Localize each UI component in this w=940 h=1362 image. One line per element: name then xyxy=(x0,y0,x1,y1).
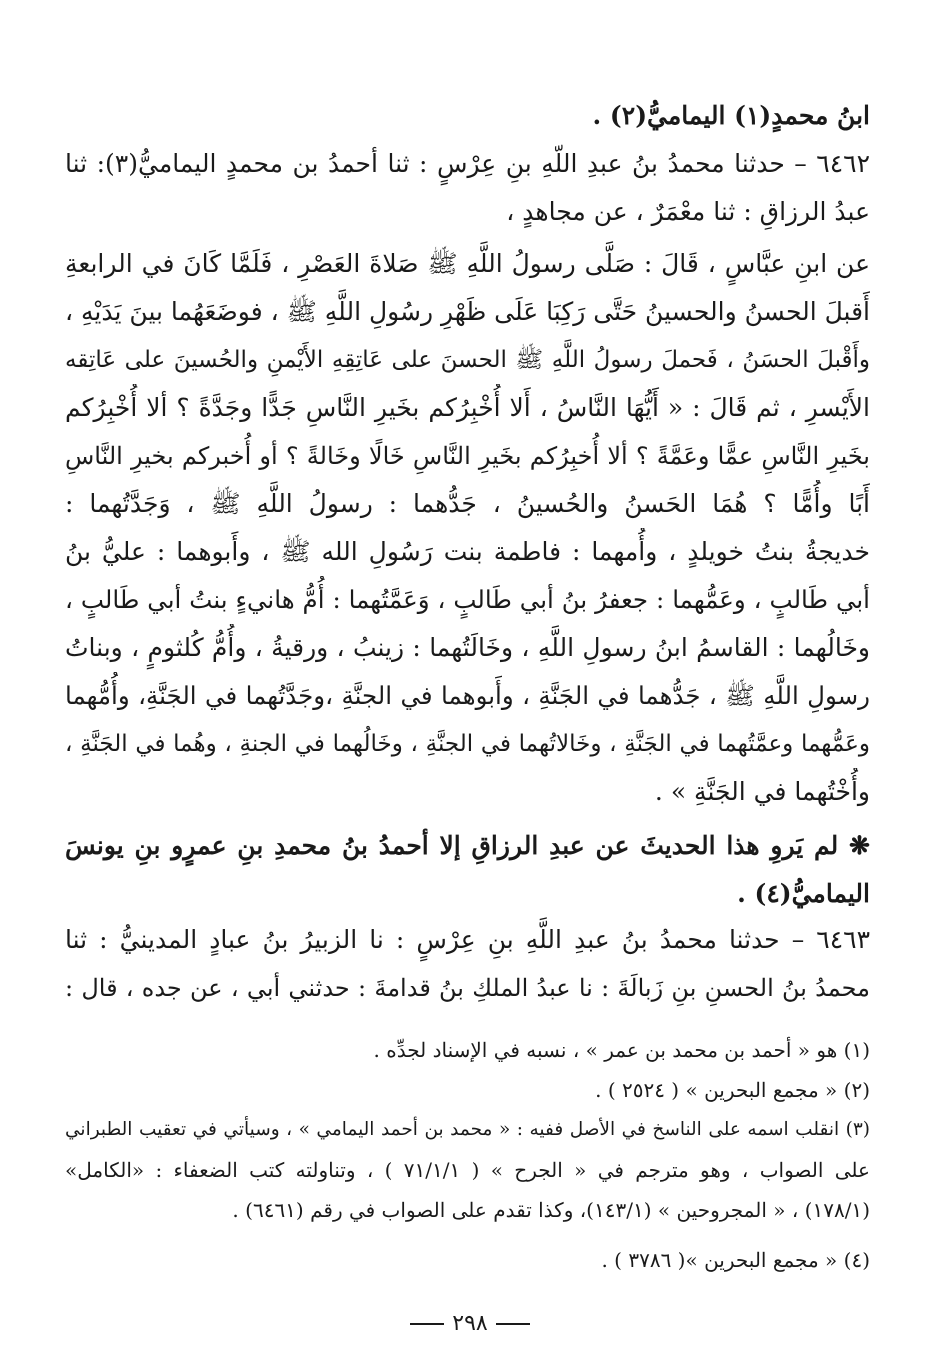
text-line-11: أبي طَالبٍ ، وعَمُّهما : جعفرُ بنُ أبي طَالبٍ ، وَعَمَّتُهما : أُمُّ هانيءٍ بنتُ أبي طَالبٍ ، xyxy=(65,585,870,614)
text-line-13: رسولِ اللَّهِ ﷺ ، جَدُّهما في الجَنَّةِ ، وأَبوهما في الجنَّةِ ،وجَدَّتُهما في الجَنَّةِ، وأُمُّهما xyxy=(65,681,870,710)
commentary-line-2: اليماميُّ(٤) . xyxy=(737,879,870,908)
rule-right xyxy=(496,1323,530,1325)
text-line-15: وأُخْتُهما في الجَنَّةِ » . xyxy=(654,777,870,806)
footnote-4: (٤) « مجمع البحرين »( ٣٧٨٦ ) . xyxy=(601,1248,870,1272)
footnote-3-end: (١٧٨/١) ، « المجروحين » (١٤٣/١)، وكذا تقدم على الصواب في رقم (٦٤٦١) . xyxy=(232,1198,870,1222)
footnote-3: (٣) انقلب اسمه على الناسخ في الأصل ففيه : « محمد بن أحمد اليمامي » ، وسيأتي في تعقيب الطبراني xyxy=(65,1119,870,1140)
page-number-area xyxy=(0,1308,940,1340)
footnote-3-continued: على الصواب ، وهو مترجم في « الجرح » ( ٧١/١/١ ) ، وتناولته كتب الضعفاء : «الكامل» xyxy=(65,1158,870,1182)
page-number: ٢٩٨ xyxy=(452,1311,488,1336)
text-line-4: عن ابنِ عبَّاسٍ ، قَالَ : صَلَّى رسولُ اللَّهِ ﷺ صَلاةَ العَصْرِ ، فَلَمَّا كَانَ في الرابعةِ xyxy=(65,249,870,278)
text-line-3: عبدُ الرزاقِ : ثنا معْمَرٌ ، عن مجاهدٍ ، xyxy=(506,197,870,226)
text-line-19: محمدُ بنُ الحسنِ بنِ زَبالَةَ : نا عبدُ الملكِ بنُ قدامةَ : حدثني أبي ، عن جده ، قال : xyxy=(65,974,870,1002)
text-line-9: أَبًا وأُمًّا ؟ هُمَا الحَسنُ والحُسينُ ، جَدُّهما : رسولُ اللَّهِ ﷺ ، وَجَدَّتُهما : xyxy=(65,489,870,518)
text-line-8: بخَيرِ النَّاسِ عمًّا وعَمَّةً ؟ ألا أُخبِرُكم بخَيرِ النَّاسِ خَالًا وخَالةً ؟ أو أُخبركم بخيرِ النَّاسِ xyxy=(65,442,870,470)
footnote-1: (١) هو « أحمد بن محمد بن عمر » ، نسبه في الإسناد لجدِّه . xyxy=(373,1038,870,1062)
text-line-5: أَقبلَ الحسنُ والحسينُ حَتَّى رَكِبَا عَلَى ظَهْرِ رسُولِ اللَّهِ ﷺ ، فوضَعَهُما بينَ يَدَيْهِ ، xyxy=(65,297,870,326)
commentary-line-1: ❋ لم يَروِ هذا الحديثَ عن عبدِ الرزاقِ إلا أحمدُ بنُ محمدِ بنِ عمرٍو بنِ يونسَ xyxy=(65,831,870,860)
text-line-14: وعَمُّهما وعمَّتُهما في الجَنَّةِ ، وخَالاتُهما في الجنَّةِ ، وخَالُهما في الجنةِ ، وهُما في الجَنَّةِ ، xyxy=(65,731,870,757)
text-line-6: وأَقْبلَ الحسَنُ ، فَحملَ رسولُ اللَّهِ ﷺ الحسنَ على عَاتِقِهِ الأَيْمنِ والحُسينَ على عَاتِقه xyxy=(65,347,870,373)
text-line-12: وخَالُهما : القاسمُ ابنُ رسولِ اللَّهِ ، وخَالَتُهما : زينبُ ، ورقيةُ ، وأُمُّ كُلثومٍ ، وبناتُ xyxy=(65,633,870,662)
text-line-10: خديجةُ بنتُ خويلدٍ ، وأُمهما : فاطمة بنت رَسُولِ الله ﷺ ، وأَبوهما : عليُّ بنُ xyxy=(65,537,870,566)
hadith-6462-header: ٦٤٦٢ – حدثنا محمدُ بنُ عبدِ اللّهِ بنِ عِرْسٍ : ثنا أحمدُ بن محمدٍ اليماميُّ(٣): ثنا xyxy=(65,149,870,178)
footnote-2: (٢) « مجمع البحرين » ( ٢٥٢٤ ) . xyxy=(595,1078,870,1102)
text-line-7: الأَيْسرِ ، ثم قَالَ : « أَيُّهَا النَّاسُ ، أَلا أُخْبِرُكم بخَيرِ النَّاسِ جَدًّا وجَدَّةً ؟ ألا أُخْبِرُكم xyxy=(65,393,870,422)
text-line-1: ابنُ محمدٍ(١) اليماميُّ(٢) . xyxy=(592,101,870,130)
hadith-6463-header: ٦٤٦٣ – حدثنا محمدُ بنُ عبدِ اللَّهِ بنِ عِرْسٍ : نا الزبيرُ بنُ عبادٍ المدينيُّ : ثنا xyxy=(65,925,870,954)
rule-left xyxy=(410,1323,444,1325)
